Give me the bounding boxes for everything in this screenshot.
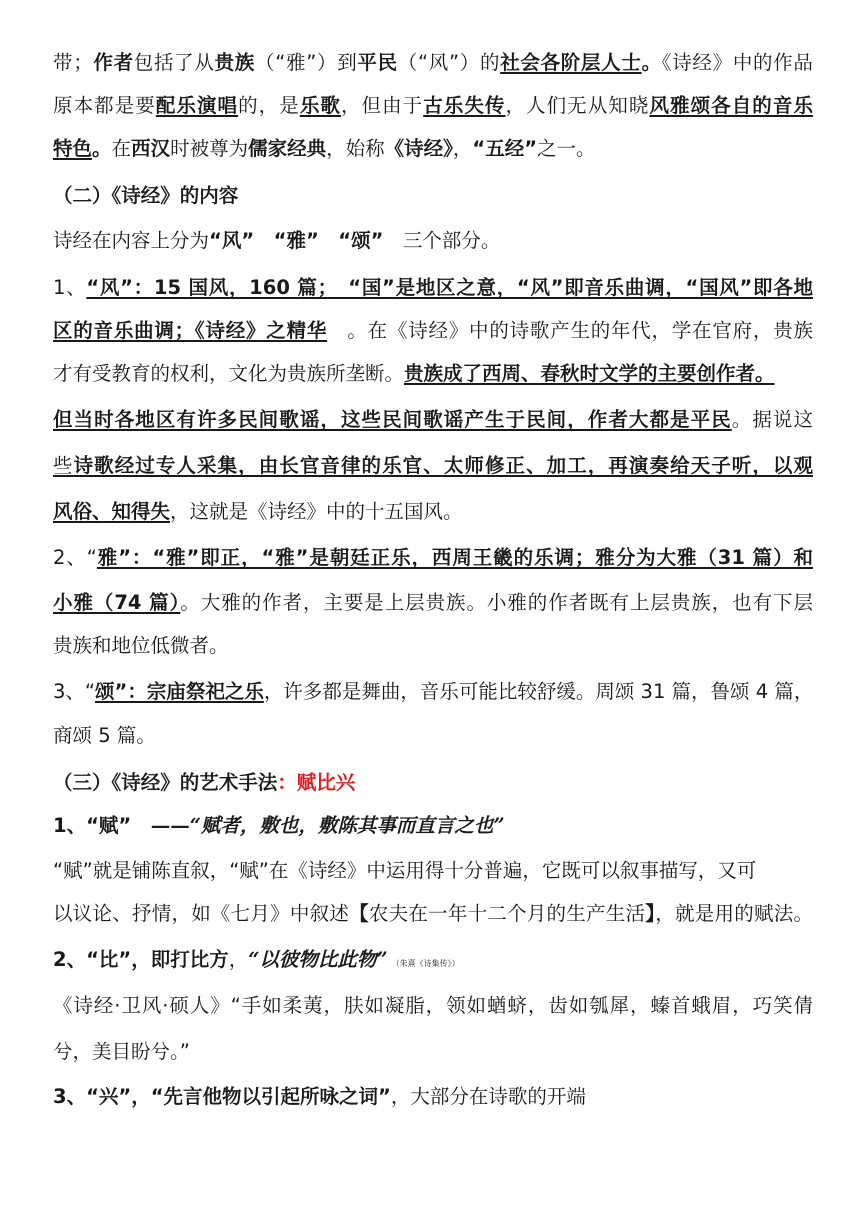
text-run: 的，是 [238,94,300,117]
text-run: ，始称 [326,137,385,160]
text-run: 《诗经·卫风·硕人》“手如柔荑，肤如凝脂，领如蝤蛴，齿如瓠犀，螓首蛾眉，巧笑倩 [53,994,813,1017]
text-line-9 [53,405,813,435]
text-line-11 [53,497,813,527]
text-run: （三）《诗经》的艺术手法 [53,771,278,794]
text-run: 以议论、抒情，如《七月》中叙述 [53,902,350,925]
text-run: ，但由于 [340,94,424,117]
text-run: 贵族和地位低微者。 [53,634,229,657]
text-run: （“雅”）到 [255,51,358,74]
text-run: 平民 [357,51,398,74]
text-line-19 [53,856,813,886]
text-line-12 [53,543,813,573]
text-run: 风俗、知得失 [53,500,171,523]
text-run: 。大雅的作者，主要是上层贵族。小雅的作者既有上层贵族，也有下层 [180,591,813,614]
text-run: 。 [92,137,112,160]
text-run: 特色 [53,137,93,160]
text-line-2 [53,91,813,121]
text-line-15 [53,677,813,707]
text-run: 原本都是要 [53,94,156,117]
text-line-8 [53,359,813,389]
text-run: 古乐失传 [423,94,506,117]
text-run: （朱熹《诗集传》） [387,959,460,968]
text-line-22 [53,991,813,1021]
text-line-13 [53,588,813,618]
text-line-23 [53,1037,813,1067]
text-line-14 [53,631,813,661]
text-run: 配乐演唱 [155,94,239,117]
text-line-5 [53,226,813,256]
text-line-24 [53,1082,813,1112]
text-run: 【 [349,902,369,925]
text-run: 风雅颂各自的音乐 [649,94,813,117]
text-run: 乐歌 [299,94,341,117]
text-run: （二）《诗经》的内容 [53,184,239,207]
text-run: ，就是用的赋法。 [655,902,813,925]
text-run: ，大部分在诗歌的开端 [390,1085,586,1108]
text-run: 时被尊为 [170,137,249,160]
text-run: “风”：15 国风，160 篇； “国”是地区之意，“风”即音乐曲调，“国风”即各地 [86,276,813,299]
text-run: 作者 [92,51,134,74]
text-run: 诗经在内容上分为 [53,229,210,252]
text-run: 之一。 [537,137,596,160]
text-run: 雅”：“雅”即正，“雅”是朝廷正乐，西周王畿的乐调；雅分为大雅（31 篇）和 [96,546,813,569]
text-line-21 [53,945,813,975]
text-run: 西汉 [131,137,171,160]
text-run: 诗歌经过专人采集，由长官音律的乐官、太师修正、加工，再演奏给天子听，以观 [73,454,813,477]
text-run: 贵族成了西周、春秋时文学的主要创作者。 [404,362,775,385]
text-run: ——“赋者，敷也，敷陈其事而直言之也” [150,814,505,837]
text-run: 3、“兴”，“先言他物以引起所咏之词” [53,1085,391,1108]
text-run: 包括了从 [133,51,215,74]
text-line-7 [53,316,813,346]
text-run: ：赋比兴 [277,771,356,794]
text-run: “五经” [472,137,538,160]
text-run: ，这就是《诗经》中的十五国风。 [170,500,463,523]
text-line-3 [53,134,813,164]
text-run: 《诗经》 [384,137,453,160]
text-run: 些 [53,454,74,477]
text-run: 。据说这 [731,408,813,431]
text-run: 但当时各地区有许多民间歌谣，这些民间歌谣产生于民间，作者大都是平民 [53,408,732,431]
text-run: 区的音乐曲调；《诗经》之精华 [53,319,328,342]
text-run: ，许多都是舞曲，音乐可能比较舒缓。周颂 31 篇，鲁颂 4 篇， [263,680,814,703]
text-run: ， [228,948,249,971]
text-run: 儒家经典 [248,137,327,160]
text-run: 小雅（74 篇） [53,591,181,614]
text-run: “以彼物比此物” [248,948,388,971]
text-line-4 [53,181,813,211]
text-line-16 [53,721,813,751]
text-run: “风” “雅” “颂” [209,229,384,252]
text-line-6 [53,273,813,303]
text-line-17 [53,768,813,798]
text-run: 在 [111,137,132,160]
text-run: 2、“比”，即打比方 [53,948,229,971]
text-run: 。 [641,51,662,74]
text-run: 。在《诗经》中的诗歌产生的年代，学在官府，贵族 [327,319,813,342]
text-run: ， [452,137,473,160]
text-run: 贵族 [214,51,255,74]
text-run: ，人们无从知晓 [505,94,650,117]
text-line-18 [53,811,813,841]
text-run: 三个部分。 [383,229,501,252]
text-run: 农夫在一年十二个月的生产生活 [368,902,646,925]
text-run: 才有受教育的权利，文化为贵族所垄断。 [53,362,405,385]
text-run: 社会各阶层人士 [500,51,642,74]
text-run: 1、“赋” [53,814,151,837]
text-run: 1、 [53,276,87,299]
text-run: 兮，美目盼兮。” [53,1040,190,1063]
text-run: 《诗经》中的作品 [661,51,813,74]
text-run: 3、“ [53,680,96,703]
text-line-20 [53,899,813,929]
text-run: （“风”）的 [397,51,501,74]
text-run: 带； [53,51,93,74]
text-run: 2、“ [53,546,97,569]
text-line-10 [53,451,813,481]
text-run: “赋”就是铺陈直叙，“赋”在《诗经》中运用得十分普遍，它既可以叙事描写，又可 [53,859,757,882]
text-line-1 [53,48,813,78]
text-run: 颂”：宗庙祭祀之乐 [95,680,264,703]
text-run: 】 [645,902,656,925]
text-run: 商颂 5 篇。 [53,724,156,747]
